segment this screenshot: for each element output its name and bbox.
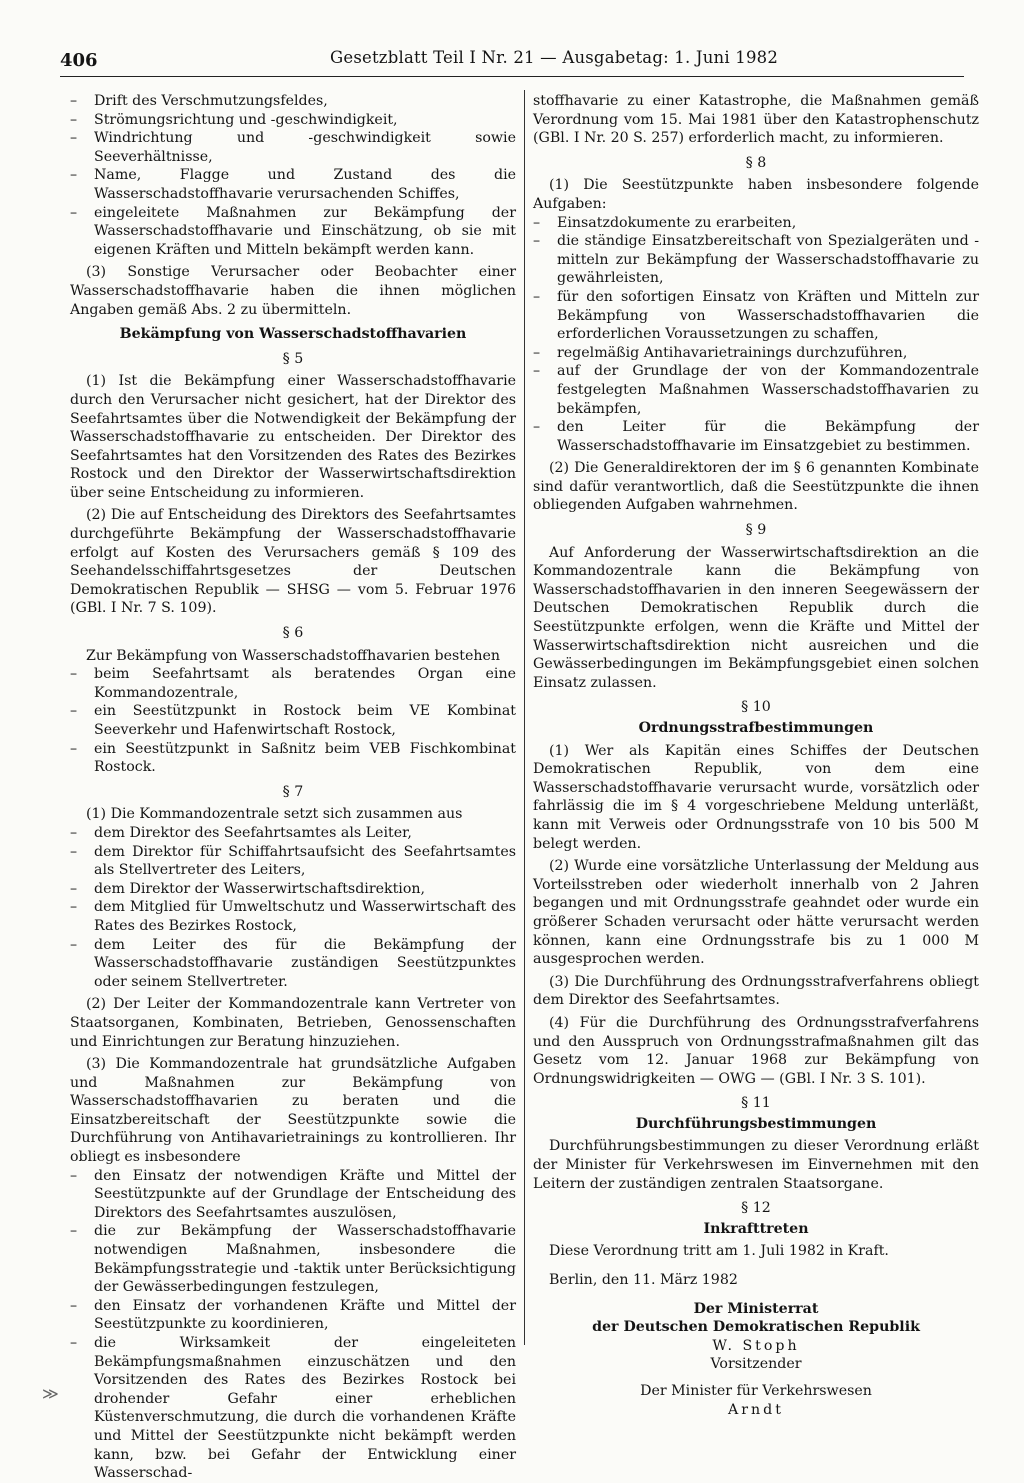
list-item: – auf der Grundlage der von der Kommandozentrale festgelegten Maßnahmen Wasserschadstoffhavarien zu bekämpfen, [533,363,979,417]
paragraph-7-3: (3) Die Kommandozentrale hat grundsätzliche Aufgaben und Maßnahmen zur Bekämpfung von Wasserschadstoffhavarien zu beraten und die Einsatzbereitschaft der Seestützpunkte sowie die Durchführung von Antihavarietrainings zu kontrollieren. Ihr obliegt es insbesondere [70,1056,516,1166]
signature-minister: Der Minister für Verkehrswesen [640,1383,872,1399]
heading-inkrafttreten: Inkrafttreten [703,1220,809,1237]
paragraph-10-1: (1) Wer als Kapitän eines Schiffes der Deutschen Demokratischen Republik, von dem eine Wasserschadstoffhavarie verursacht wurde, vorsätzlich oder fahrlässig die im § 4 vorgeschriebene Meldung unterläßt, kann mit Verweis oder Ordnungsstrafe von 10 bis 500 M belegt werden. [533,742,979,852]
column-divider [524,90,525,1345]
heading-ordnungsstraf: Ordnungsstrafbestimmungen [638,720,874,736]
paragraph-7-1: (1) Die Kommandozentrale setzt sich zusammen aus [86,806,463,823]
paragraph-8-2: (2) Die Generaldirektoren der im § 6 genannten Kombinate sind dafür verantwortlich, daß die Seestützpunkte die ihnen obliegenden Aufgaben wahrnehmen. [533,460,979,514]
section-6: § 6 [282,625,304,642]
list-item: – Einsatzdokumente zu erarbeiten, [533,214,797,231]
list-item: – Drift des Verschmutzungsfeldes, [70,93,328,109]
signature-block [533,1300,979,1420]
list-item: – dem Direktor für Schiffahrtsaufsicht des Seefahrtsamtes als Stellvertreter des Leiters, [70,843,516,879]
signature-name-1: W. Stoph [712,1337,800,1354]
header-title: Gesetzblatt Teil I Nr. 21 — Ausgabetag: 1. Juni 1982 [330,48,779,67]
paragraph-5-1: (1) Ist die Bekämpfung einer Wasserschadstoffhavarie durch den Verursacher nicht gesichert, hat der Direktor des Seefahrtsamtes über die Notwendigkeit der Bekämpfung der Wasserschadstoffhavarie zu entscheiden. Der Direktor des Seefahrtsamtes hat den Vorsitzenden des Rates des Bezirkes Rostock und den Direktor der Wasserwirtschaftsdirektion über seine Entscheidung zu informieren. [70,373,516,501]
section-12: § 12 [741,1200,771,1217]
list-item: – den Einsatz der vorhandenen Kräfte und Mittel der Seestützpunkte zu koordinieren, [70,1297,516,1333]
list-top [70,92,516,259]
list-item: – dem Leiter des für die Bekämpfung der Wasserschadstoffhavarie zuständigen Seestützpunktes oder seinem Stellvertreter. [70,936,516,990]
list-item: – den Leiter für die Bekämpfung der Wasserschadstoffhavarie im Einsatzgebiet zu bestimmen. [533,419,979,454]
signature-org-1: Der Ministerrat [693,1300,819,1317]
list-7-3 [70,1167,516,1483]
list-item: – die zur Bekämpfung der Wasserschadstoffhavarie notwendigen Maßnahmen, insbesondere die Bekämpfungsstrategie und -taktik unter Berücksichtigung der Gewässerbedingungen festzulegen, [70,1223,516,1296]
list-item: – den Einsatz der notwendigen Kräfte und Mittel der Seestützpunkte auf der Grundlage der Entscheidung des Direktors des Seefahrtsamtes auszulösen, [70,1167,516,1221]
heading-durchfuehrung: Durchführungsbestimmungen [635,1115,877,1132]
signature-org-2: der Deutschen Demokratischen Republik [592,1319,920,1336]
section-8: § 8 [745,154,767,171]
signature-name-2: Arndt [728,1401,784,1418]
list-item: – dem Direktor der Wasserwirtschaftsdirektion, [70,880,426,897]
place-date: Berlin, den 11. März 1982 [549,1272,738,1289]
paragraph-7-2: (2) Der Leiter der Kommandozentrale kann Vertreter von Staatsorganen, Kombinaten, Betrieben, Genossenschaften und Einrichtungen zur Beratung hinzuziehen. [70,996,516,1050]
scan-mark: ≫ [42,1384,59,1403]
section-5: § 5 [282,350,304,367]
list-item: – dem Direktor des Seefahrtsamtes als Leiter, [70,824,412,841]
list-item: – Name, Flagge und Zustand des die Wasserschadstoffhavarie verursachenden Schiffes, [70,167,516,202]
list-item: – Windrichtung und -geschwindigkeit sowie Seeverhältnisse, [70,130,516,165]
paragraph-9: Auf Anforderung der Wasserwirtschaftsdirektion an die Kommandozentrale kann die Bekämpfung von Wasserschadstoffhavarien in den inneren Seegewässern der Deutschen Demokratischen Republik durch die Seestützpunkte erfolgen, wenn die Kräfte und Mittel der Wasserwirtschaftsdirektion nicht ausreichen und die Gewässerbedingungen im Bekämpfungsgebiet einen solchen Einsatz zulassen. [533,544,979,691]
signature-role-1: Vorsitzender [710,1356,802,1373]
list-item: – ein Seestützpunkt in Rostock beim VE Kombinat Seeverkehr und Hafenwirtschaft Rostock, [70,703,516,738]
list-7-1 [70,824,516,991]
paragraph-10-3: (3) Die Durchführung des Ordnungsstrafverfahrens obliegt dem Direktor des Seefahrtsamtes. [533,973,979,1009]
list-6 [70,665,516,777]
list-item: – dem Mitglied für Umweltschutz und Wasserwirtschaft des Rates des Bezirkes Rostock, [70,899,516,934]
paragraph-12: Diese Verordnung tritt am 1. Juli 1982 in Kraft. [549,1243,889,1260]
section-10: § 10 [741,699,771,716]
page-header [60,46,964,77]
list-8 [533,214,979,456]
left-column [70,92,516,1483]
paragraph-5-2: (2) Die auf Entscheidung des Direktors des Seefahrtsamtes durchgeführte Bekämpfung der Wasserschadstoffhavarie erfolgt auf Kosten des Verursachers gemäß § 109 des Seehandelsschiffahrtsgesetzes der Deutschen Demokratischen Republik — SHSG — vom 5. Februar 1976 (GBl. I Nr. 7 S. 109). [70,507,516,617]
paragraph-4-3: (3) Sonstige Verursacher oder Beobachter einer Wasserschadstoffhavarie haben die ihnen möglichen Angaben gemäß Abs. 2 zu übermitteln. [70,264,516,318]
list-item: – beim Seefahrtsamt als beratendes Organ eine Kommandozentrale, [70,666,516,701]
paragraph-6-intro: Zur Bekämpfung von Wasserschadstoffhavarien bestehen [86,647,501,664]
section-9: § 9 [745,522,767,539]
list-item: – die Wirksamkeit der eingeleiteten Bekämpfungsmaßnahmen einzuschätzen und den Vorsitzenden des Rates des Bezirkes Rostock bei drohender Gefahr einer erheblichen Küstenverschmutzung, die durch die vorhandenen Kräfte und Mittel der Seestützpunkte nicht bekämpft werden kann, bzw. bei Gefahr der Entwicklung einer Wasserschad- [70,1335,516,1482]
right-column [533,92,979,1419]
paragraph-11: Durchführungsbestimmungen zu dieser Verordnung erläßt der Minister für Verkehrswesen im Einvernehmen mit den Leitern der zuständigen zentralen Staatsorgane. [533,1138,979,1192]
section-7: § 7 [282,783,304,800]
paragraph-10-2: (2) Wurde eine vorsätzliche Unterlassung der Meldung aus Vorteilsstreben oder wiederholt innerhalb von 2 Jahren begangen und mit Ordnungsstrafe geahndet oder wurde ein größerer Schaden verursacht oder hätte verursacht werden können, kann eine Ordnungsstrafe bis zu 1 000 M ausgesprochen werden. [533,858,979,968]
page-number: 406 [60,50,98,71]
heading-bekaempfung: Bekämpfung von Wasserschadstoffhavarien [119,326,467,343]
list-item: – regelmäßig Antihavarietrainings durchzuführen, [533,344,908,361]
paragraph-8-1: (1) Die Seestützpunkte haben insbesondere folgende Aufgaben: [533,177,979,212]
continuation-paragraph: stoffhavarie zu einer Katastrophe, die Maßnahmen gemäß Verordnung vom 15. Mai 1981 über den Katastrophenschutz (GBl. I Nr. 20 S. 257) erforderlich macht, zu informieren. [533,93,979,147]
paragraph-10-4: (4) Für die Durchführung des Ordnungsstrafverfahrens und den Ausspruch von Ordnungsstrafmaßnahmen gilt das Gesetz vom 12. Januar 1968 zur Bekämpfung von Ordnungswidrigkeiten — OWG — (GBl. I Nr. 3 S. 101). [533,1014,979,1087]
list-item: – ein Seestützpunkt in Saßnitz beim VEB Fischkombinat Rostock. [70,740,516,776]
section-11: § 11 [741,1095,771,1112]
list-item: – Strömungsrichtung und -geschwindigkeit, [70,111,398,128]
list-item: – für den sofortigen Einsatz von Kräften und Mitteln zur Bekämpfung von Wasserschadstoffhavarien die erforderlichen Voraussetzungen zu schaffen, [533,288,979,343]
list-item: – die ständige Einsatzbereitschaft von Spezialgeräten und -mitteln zur Bekämpfung der Wasserschadstoffhavarie zu gewährleisten, [533,233,979,287]
list-item: – eingeleitete Maßnahmen zur Bekämpfung der Wasserschadstoffhavarie und Einschätzung, ob sie mit eigenen Kräften und Mitteln bekämpft werden kann. [70,204,516,258]
